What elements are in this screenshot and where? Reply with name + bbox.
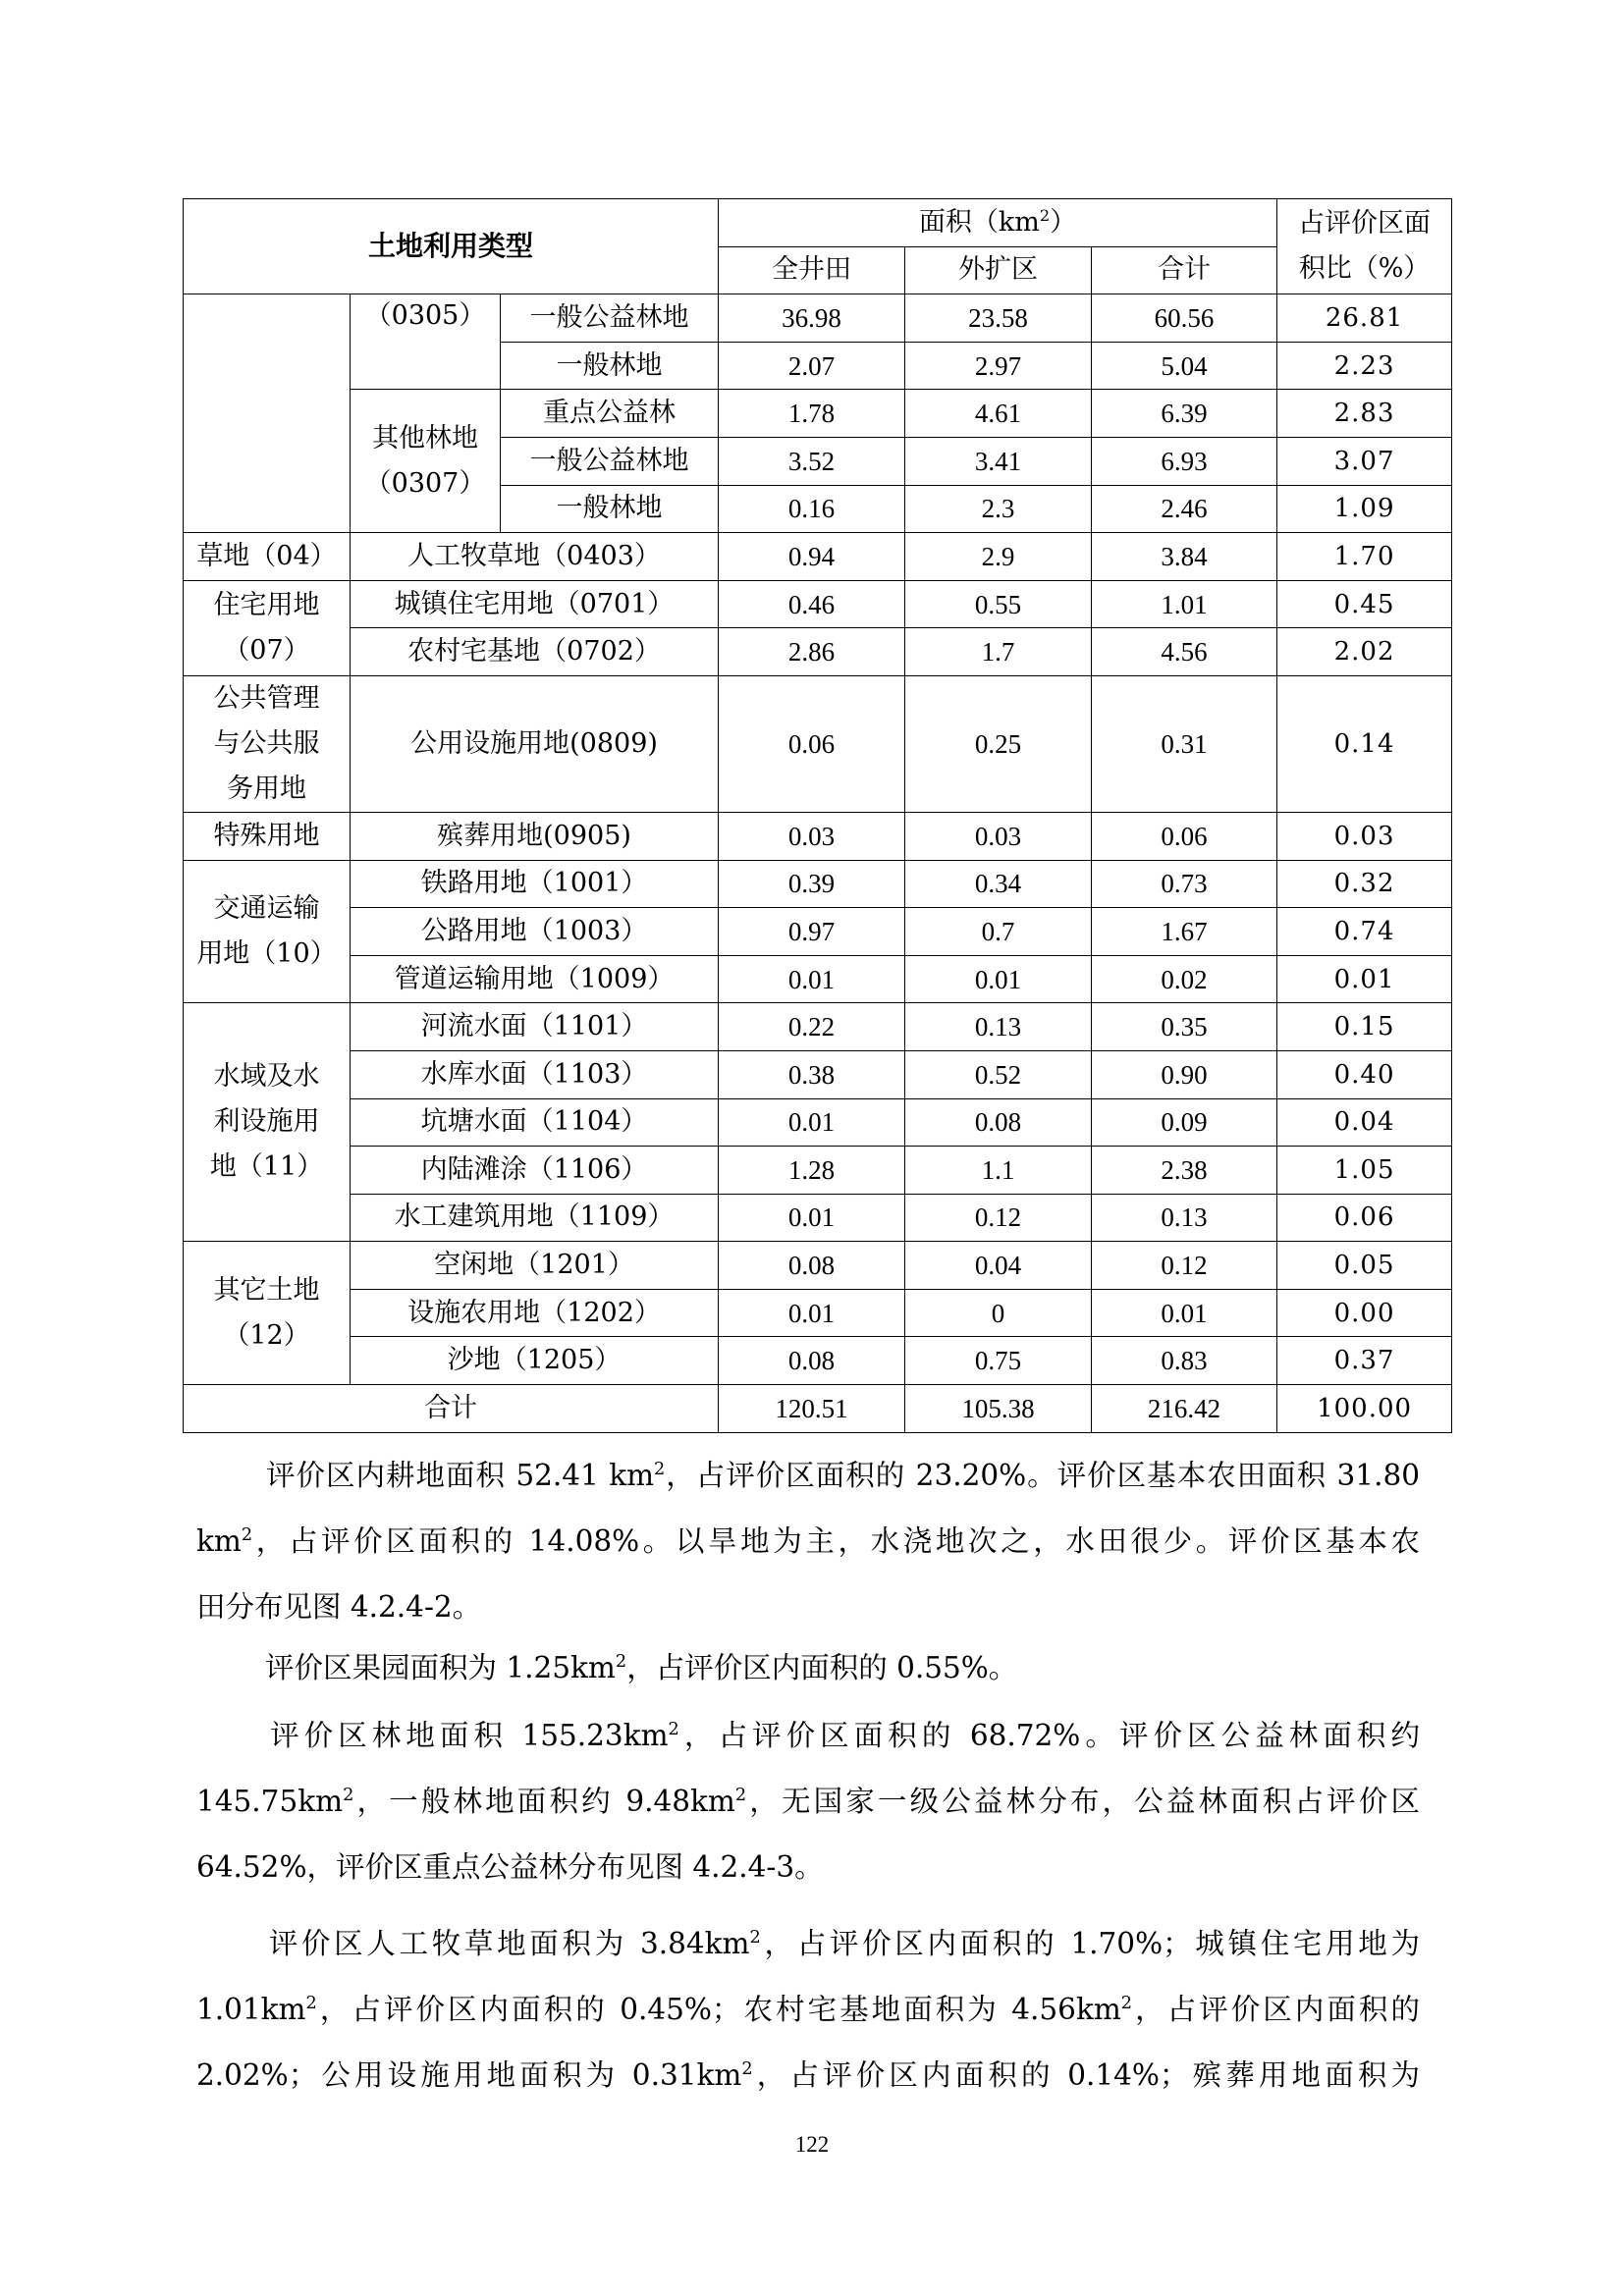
table-row <box>184 533 1452 581</box>
value-waikuoqu: 0.03 <box>905 812 1092 860</box>
table-row <box>184 1289 1452 1337</box>
table-row <box>184 1098 1452 1147</box>
value-percent: 0.05 <box>1277 1242 1452 1290</box>
value-quanjingtian: 0.03 <box>719 812 905 860</box>
value-waikuoqu: 2.97 <box>905 342 1092 390</box>
value-quanjingtian: 2.86 <box>719 628 905 676</box>
value-quanjingtian: 36.98 <box>719 294 905 343</box>
value-percent: 1.05 <box>1277 1147 1452 1195</box>
value-total: 1.01 <box>1092 580 1277 628</box>
value-quanjingtian: 0.97 <box>719 908 905 956</box>
value-waikuoqu: 2.3 <box>905 485 1092 533</box>
total-percent: 100.00 <box>1277 1385 1452 1433</box>
table-row <box>184 580 1452 628</box>
value-percent: 0.37 <box>1277 1337 1452 1385</box>
value-quanjingtian: 0.06 <box>719 675 905 812</box>
landuse-name: 重点公益林 <box>501 390 719 438</box>
subcategory-cell: 其他林地 （0307） <box>351 390 501 533</box>
value-waikuoqu: 0.34 <box>905 860 1092 908</box>
value-percent: 0.32 <box>1277 860 1452 908</box>
value-waikuoqu: 0.25 <box>905 675 1092 812</box>
value-waikuoqu: 0 <box>905 1289 1092 1337</box>
value-quanjingtian: 0.94 <box>719 533 905 581</box>
total-label: 合计 <box>184 1385 719 1433</box>
landuse-name: 一般公益林地 <box>501 437 719 485</box>
value-percent: 0.14 <box>1277 675 1452 812</box>
landuse-name: 公路用地（1003） <box>351 908 719 956</box>
paragraph-cultivated-land <box>196 1443 1420 1640</box>
value-quanjingtian: 0.01 <box>719 1194 905 1242</box>
value-waikuoqu: 0.55 <box>905 580 1092 628</box>
landuse-name: 水工建筑用地（1109） <box>351 1194 719 1242</box>
value-total: 0.83 <box>1092 1337 1277 1385</box>
value-quanjingtian: 3.52 <box>719 437 905 485</box>
table-row <box>184 294 1452 343</box>
value-total: 0.90 <box>1092 1050 1277 1098</box>
category-cell: 其它土地 （12） <box>184 1242 351 1385</box>
value-percent: 1.70 <box>1277 533 1452 581</box>
category-cell: 住宅用地 （07） <box>184 580 351 675</box>
paragraph-grassland <box>196 1911 1420 2109</box>
text-line: 评价区人工牧草地面积为 $3.84km^2$，占评价区内面积的 1.70%；城镇住宅用地为 <box>265 1927 1420 1960</box>
value-waikuoqu: 0.13 <box>905 1003 1092 1051</box>
landuse-name: 一般林地 <box>501 342 719 390</box>
header-quanjingtian: 全井田 <box>719 246 905 294</box>
value-waikuoqu: 4.61 <box>905 390 1092 438</box>
landuse-name: 坑塘水面（1104） <box>351 1098 719 1147</box>
total-waikuoqu: 105.38 <box>905 1385 1092 1433</box>
value-total: 0.06 <box>1092 812 1277 860</box>
value-percent: 2.02 <box>1277 628 1452 676</box>
landuse-name: 一般公益林地 <box>501 294 719 343</box>
landuse-name: 农村宅基地（0702） <box>351 628 719 676</box>
value-total: 60.56 <box>1092 294 1277 343</box>
landuse-name: 殡葬用地(0905) <box>351 812 719 860</box>
paragraph-forest <box>196 1703 1420 1900</box>
value-quanjingtian: 2.07 <box>719 342 905 390</box>
value-percent: 2.83 <box>1277 390 1452 438</box>
value-percent: 0.40 <box>1277 1050 1452 1098</box>
table-row <box>184 955 1452 1003</box>
value-quanjingtian: 0.01 <box>719 1289 905 1337</box>
category-cell <box>184 294 351 533</box>
value-waikuoqu: 0.12 <box>905 1194 1092 1242</box>
value-total: 0.73 <box>1092 860 1277 908</box>
paragraph-orchard <box>196 1635 1420 1701</box>
value-total: 0.35 <box>1092 1003 1277 1051</box>
value-quanjingtian: 0.01 <box>719 1098 905 1147</box>
value-percent: 0.01 <box>1277 955 1452 1003</box>
value-total: 3.84 <box>1092 533 1277 581</box>
table-row <box>184 1050 1452 1098</box>
value-percent: 0.15 <box>1277 1003 1452 1051</box>
land-use-table <box>183 198 1452 1433</box>
category-cell: 草地（04） <box>184 533 351 581</box>
value-total: 4.56 <box>1092 628 1277 676</box>
value-total: 0.31 <box>1092 675 1277 812</box>
landuse-name: 河流水面（1101） <box>351 1003 719 1051</box>
value-percent: 0.45 <box>1277 580 1452 628</box>
table-total-row <box>184 1385 1452 1433</box>
value-waikuoqu: 0.04 <box>905 1242 1092 1290</box>
value-quanjingtian: 0.38 <box>719 1050 905 1098</box>
text-line: 2.02%；公用设施用地面积为 $0.31km^2$，占评价区内面积的 0.14%；殡葬用地面积为 <box>196 2058 1421 2092</box>
value-waikuoqu: 23.58 <box>905 294 1092 343</box>
value-total: 0.02 <box>1092 955 1277 1003</box>
header-land-type: 土地利用类型 <box>184 199 719 294</box>
value-percent: 0.06 <box>1277 1194 1452 1242</box>
landuse-name: 管道运输用地（1009） <box>351 955 719 1003</box>
category-cell: 水域及水 利设施用 地（11） <box>184 1003 351 1242</box>
table-row <box>184 390 1452 438</box>
text-line: $1.01km^2$，占评价区内面积的 0.45%；农村宅基地面积为 $4.56km^2$，占评价区内面积的 <box>196 1993 1420 2026</box>
category-cell: 公共管理 与公共服 务用地 <box>184 675 351 812</box>
table-row <box>184 908 1452 956</box>
value-percent: 0.74 <box>1277 908 1452 956</box>
header-waikuoqu: 外扩区 <box>905 246 1092 294</box>
landuse-name: 内陆滩涂（1106） <box>351 1147 719 1195</box>
header-heji: 合计 <box>1092 246 1277 294</box>
header-ratio: 占评价区面 积比（%） <box>1277 199 1452 294</box>
table-row <box>184 1194 1452 1242</box>
value-quanjingtian: 0.16 <box>719 485 905 533</box>
landuse-name: 公用设施用地(0809) <box>351 675 719 812</box>
value-quanjingtian: 0.08 <box>719 1242 905 1290</box>
value-waikuoqu: 0.7 <box>905 908 1092 956</box>
landuse-name: 空闲地（1201） <box>351 1242 719 1290</box>
value-total: 0.13 <box>1092 1194 1277 1242</box>
value-waikuoqu: 0.08 <box>905 1098 1092 1147</box>
text-line: 64.52%，评价区重点公益林分布见图 4.2.4-3。 <box>196 1850 824 1884</box>
value-waikuoqu: 0.52 <box>905 1050 1092 1098</box>
header-area: 面积$(km^2)$ <box>719 199 1277 247</box>
value-percent: 2.23 <box>1277 342 1452 390</box>
value-quanjingtian: 0.46 <box>719 580 905 628</box>
category-cell: 特殊用地 <box>184 812 351 860</box>
category-cell: 交通运输 用地（10） <box>184 860 351 1003</box>
landuse-name: 铁路用地（1001） <box>351 860 719 908</box>
total-sum: 216.42 <box>1092 1385 1277 1433</box>
subcategory-cell: （0305） <box>351 294 501 390</box>
text-line: 评价区林地面积 $155.23km^2$，占评价区面积的 68.72%。评价区公益林面积约 <box>265 1719 1420 1752</box>
text-line: $145.75km^2$，一般林地面积约 $9.48km^2$，无国家一级公益林分布，公益林面积占评价区 <box>196 1785 1420 1818</box>
value-percent: 0.00 <box>1277 1289 1452 1337</box>
value-quanjingtian: 0.22 <box>719 1003 905 1051</box>
landuse-name: 沙地（1205） <box>351 1337 719 1385</box>
value-total: 5.04 <box>1092 342 1277 390</box>
value-quanjingtian: 0.08 <box>719 1337 905 1385</box>
value-percent: 26.81 <box>1277 294 1452 343</box>
value-percent: 0.03 <box>1277 812 1452 860</box>
value-waikuoqu: 2.9 <box>905 533 1092 581</box>
text-line: $km^2$，占评价区面积的 14.08%。以旱地为主，水浇地次之，水田很少。评价区基本农 <box>196 1524 1420 1558</box>
table-row <box>184 1242 1452 1290</box>
landuse-name: 水库水面（1103） <box>351 1050 719 1098</box>
value-total: 2.46 <box>1092 485 1277 533</box>
value-quanjingtian: 0.39 <box>719 860 905 908</box>
value-waikuoqu: 0.01 <box>905 955 1092 1003</box>
value-total: 6.39 <box>1092 390 1277 438</box>
text-line: 评价区果园面积为 $1.25km^2$，占评价区内面积的 0.55%。 <box>265 1651 1018 1684</box>
page-number: 122 <box>794 2132 830 2157</box>
table-row <box>184 1003 1452 1051</box>
total-quanjingtian: 120.51 <box>719 1385 905 1433</box>
text-line: 评价区内耕地面积 52.41 $km^2$，占评价区面积的 23.20%。评价区基本农田面积 31.80 <box>265 1459 1420 1492</box>
text-line: 田分布见图 4.2.4-2。 <box>196 1590 482 1624</box>
value-total: 2.38 <box>1092 1147 1277 1195</box>
table-row <box>184 1147 1452 1195</box>
value-waikuoqu: 1.7 <box>905 628 1092 676</box>
value-total: 0.12 <box>1092 1242 1277 1290</box>
value-waikuoqu: 1.1 <box>905 1147 1092 1195</box>
value-quanjingtian: 1.78 <box>719 390 905 438</box>
value-waikuoqu: 0.75 <box>905 1337 1092 1385</box>
table-row <box>184 1337 1452 1385</box>
value-total: 0.01 <box>1092 1289 1277 1337</box>
value-total: 0.09 <box>1092 1098 1277 1147</box>
landuse-name: 设施农用地（1202） <box>351 1289 719 1337</box>
landuse-name: 一般林地 <box>501 485 719 533</box>
value-total: 1.67 <box>1092 908 1277 956</box>
value-total: 6.93 <box>1092 437 1277 485</box>
value-percent: 1.09 <box>1277 485 1452 533</box>
value-waikuoqu: 3.41 <box>905 437 1092 485</box>
landuse-name: 人工牧草地（0403） <box>351 533 719 581</box>
table-header-row <box>184 199 1452 247</box>
value-percent: 3.07 <box>1277 437 1452 485</box>
landuse-name: 城镇住宅用地（0701） <box>351 580 719 628</box>
table-row <box>184 860 1452 908</box>
table-row <box>184 628 1452 676</box>
value-quanjingtian: 1.28 <box>719 1147 905 1195</box>
value-quanjingtian: 0.01 <box>719 955 905 1003</box>
value-percent: 0.04 <box>1277 1098 1452 1147</box>
table-row <box>184 675 1452 812</box>
table-row <box>184 812 1452 860</box>
